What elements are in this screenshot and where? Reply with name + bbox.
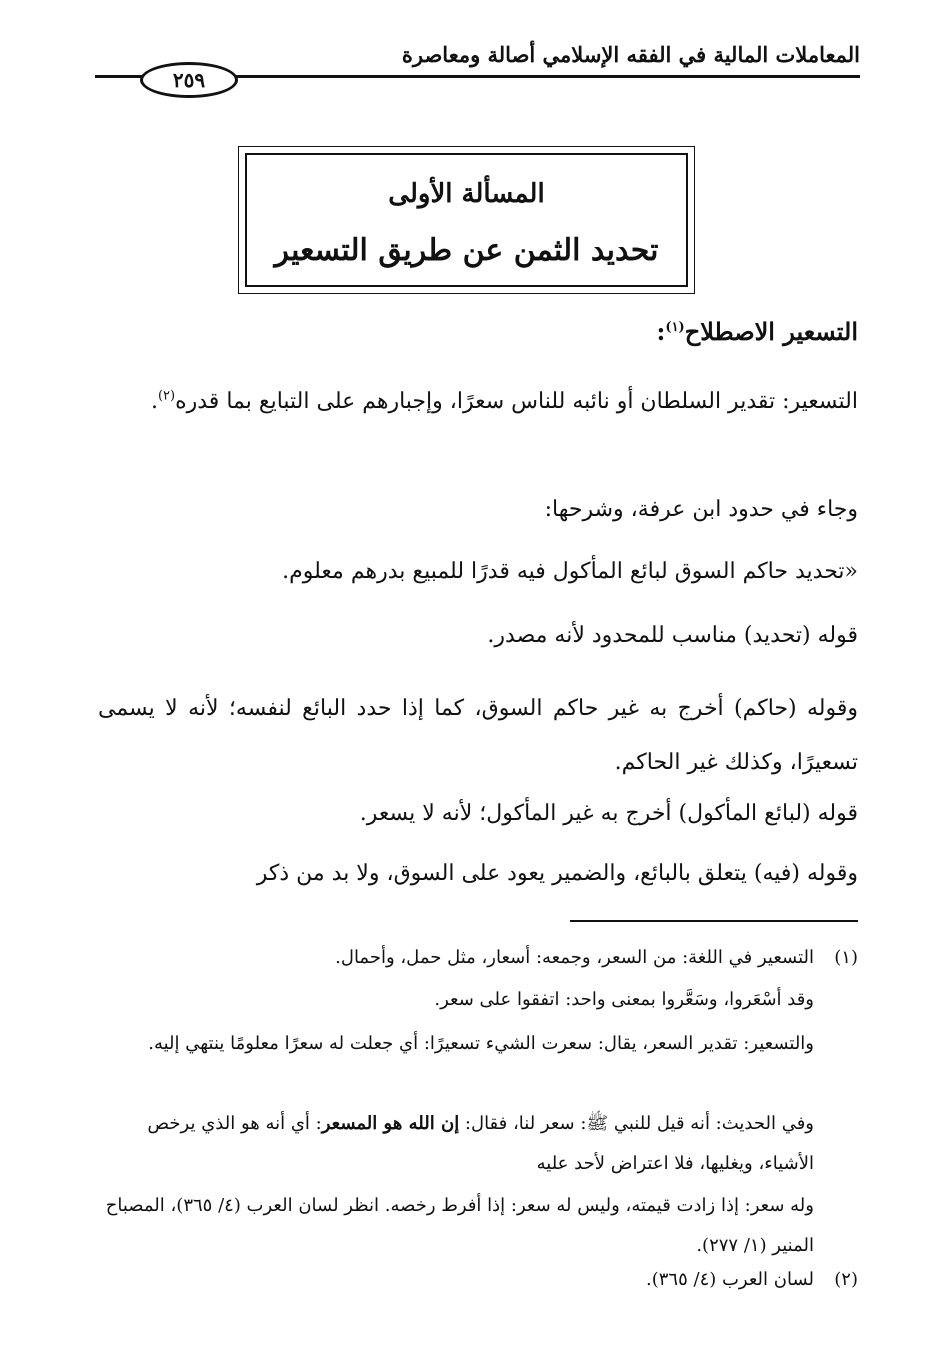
hadith-explanation: : أي أنه هو الذي يرخص الأشياء، ويغليها، فلا اعتراض لأحد عليه: [147, 1113, 814, 1174]
paragraph-fihi: وقوله (فيه) يتعلق بالبائع، والضمير يعود على السوق، ولا بد من ذكر: [256, 861, 858, 886]
paragraph-hakim: وقوله (حاكم) أخرج به غير حاكم السوق، كما إذا حدد البائع لنفسه؛ لأنه لا يسمى تسعيرًا، وكذلك غير الحاكم.: [98, 696, 858, 775]
footnote-separator: [570, 920, 858, 922]
page-number: ٢٥٩: [140, 62, 238, 98]
footnote-1-hadith: [98, 1104, 814, 1184]
subsection-heading: [98, 316, 858, 348]
footnote-1-text-a: التسعير في اللغة: من السعر، وجمعه: أسعار، مثل حمل، وأحمال.: [335, 947, 814, 968]
paragraph-tahdid: قوله (تحديد) مناسب للمحدود لأنه مصدر.: [487, 623, 858, 648]
hadith-intro: وفي الحديث: أنه قيل للنبي ﷺ: سعر لنا، فقال:: [459, 1113, 814, 1134]
section-title-line-2: تحديد الثمن عن طريق التسعير: [274, 233, 659, 268]
heading-text: التسعير الاصطلاح: [684, 317, 858, 346]
footnote-1-number: (١): [834, 947, 858, 968]
definition-text: التسعير: تقدير السلطان أو نائبه للناس سعرًا، وإجبارهم على التبايع بما قدره: [175, 389, 858, 414]
running-header-title: المعاملات المالية في الفقه الإسلامي أصالة ومعاصرة: [401, 42, 860, 67]
footnote-1-line-3: والتسعير: تقدير السعر، يقال: سعرت الشيء تسعيرًا: أي جعلت له سعرًا معلومًا ينتهي إليه.: [148, 1033, 814, 1054]
footnote-2-text: لسان العرب (٤/ ٣٦٥).: [646, 1269, 814, 1290]
section-title-line-1: المسألة الأولى: [388, 179, 545, 209]
footnote-1-line-2: وقد أسْعَروا، وسَعَّروا بمعنى واحد: اتفقوا على سعر.: [434, 989, 814, 1010]
footnote-1-line-1: [98, 944, 858, 971]
heading-colon: :: [656, 317, 666, 346]
footnote-ref-1: (١): [665, 320, 685, 335]
hadith-quote: إن الله هو المسعر: [321, 1113, 460, 1134]
section-title-box: [238, 146, 695, 294]
paragraph-quote: «تحديد حاكم السوق لبائع المأكول فيه قدرًا للمبيع بدرهم معلوم.: [282, 559, 858, 584]
footnote-2: [98, 1266, 858, 1293]
paragraph-maakool: قوله (لبائع المأكول) أخرج به غير المأكول؛ لأنه لا يسعر.: [359, 801, 858, 826]
footnote-ref-2: (٢): [157, 388, 176, 404]
footnote-1-sources: وله سعر: إذا زادت قيمته، وليس له سعر: إذا أفرط رخصه. انظر لسان العرب (٤/ ٣٦٥)، المصباح المنير (١/ ٢٧٧).: [105, 1195, 814, 1256]
paragraph-hudud: وجاء في حدود ابن عرفة، وشرحها:: [544, 497, 858, 522]
definition-end: .: [150, 389, 158, 414]
section-title-inner-frame: [245, 153, 688, 287]
footnote-2-number: (٢): [834, 1269, 858, 1290]
paragraph-definition: [98, 376, 858, 428]
